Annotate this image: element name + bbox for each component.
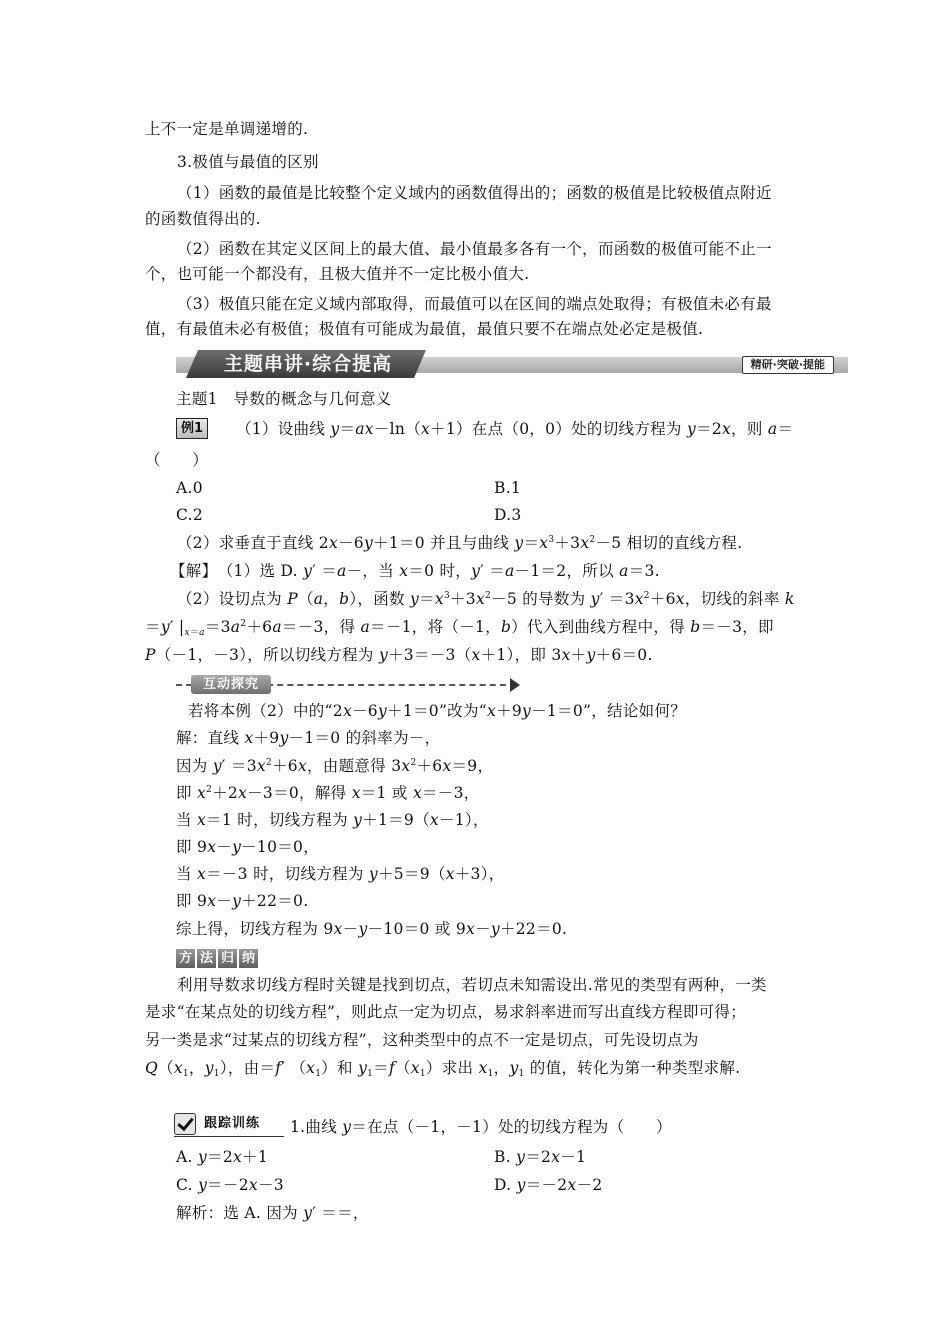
choice-b: B.1 — [494, 479, 522, 497]
example-label: 例1 — [176, 418, 208, 439]
solution-line-3: ＝y′ $|_{x=a}=3a^2+6a=-3$，得 a＝－1，将（－1，b）代入到曲线方程中，得 b＝－3，即 — [145, 618, 774, 638]
variant-solution-7: 即 9x－y＋22＝0. — [176, 892, 309, 910]
interactive-label: 互动探究 — [191, 675, 271, 694]
choice-c: C.2 — [176, 506, 203, 524]
practice-choice-b: B. y＝2x－1 — [494, 1148, 587, 1166]
method-text-2: 是求“在某点处的切线方程”，则此点一定为切点，易求斜率进而写出直线方程即可得； — [145, 1003, 747, 1021]
banner-title: 主题串讲·综合提高 — [223, 353, 393, 375]
text-line: 上不一定是单调递增的. — [145, 120, 309, 138]
solution-line-4: P（－1，－3），所以切线方程为 y＋3＝－3（x＋1），即 3x＋y＋6＝0. — [145, 646, 653, 664]
arrow-right-icon — [510, 678, 520, 692]
solution-line-2: （2）设切点为 P（a，b），函数 $y=x^3+3x^2-5$ 的导数为 $y' =3x^2+6x$，切线的斜率 k — [177, 590, 795, 608]
method-text-3: 另一类是求“过某点的切线方程”，这种类型中的点不一定是切点，可先设切点为 — [145, 1031, 699, 1049]
choice-a: A.0 — [176, 479, 203, 497]
practice-analysis: 解析：选 A. 因为 y′ ＝＝， — [176, 1204, 369, 1222]
example-question-1: （1）设曲线 y＝ax－ln（x＋1）在点（0，0）处的切线方程为 y＝2x，则 a＝ — [236, 420, 794, 438]
practice-underline — [174, 1136, 284, 1137]
method-char: 归 — [218, 949, 237, 968]
variant-solution-2: 因为 $y' =3x^2+6x$，由题意得 $3x^2+6x=9$， — [176, 757, 494, 775]
example-question-2: （2）求垂直于直线 2x－6y＋1＝0 并且与曲线 $y=x^3+3x^2-5$ 相切的直线方程. — [177, 534, 743, 552]
choice-d: D.3 — [494, 506, 522, 524]
topic-heading: 主题1 导数的概念与几何意义 — [176, 390, 392, 408]
method-char: 方 — [176, 949, 195, 968]
banner-tag: 精研·突破·提能 — [742, 356, 834, 374]
checkmark-icon — [174, 1113, 196, 1135]
variant-question: 若将本例（2）中的“2x－6y＋1＝0”改为“x＋9y－1＝0”，结论如何？ — [188, 702, 687, 720]
variant-solution-1: 解：直线 x＋9y－1＝0 的斜率为－， — [176, 729, 441, 747]
method-char: 法 — [197, 949, 216, 968]
variant-solution-8: 综上得，切线方程为 9x－y－10＝0 或 9x－y＋22＝0. — [176, 920, 568, 938]
method-text-4: $Q(x_1$，$y_1$），由＝f′ $(x_1)$和 $y_1=f(x_1)$求出 $x_1$，$y_1$ 的值，转化为第一种类型求解. — [145, 1059, 741, 1079]
variant-solution-3: 即 $x^2+2x-3=0$，解得 x＝1 或 x＝－3， — [176, 784, 480, 802]
section-banner — [176, 350, 848, 378]
practice-choice-d: D. y＝－2x－2 — [494, 1176, 603, 1194]
interactive-banner — [176, 675, 520, 695]
practice-question: 1.曲线 y＝在点（－1，－1）处的切线方程为（ ） — [290, 1118, 672, 1136]
text-line: （1）函数的最值是比较整个定义域内的函数值得出的；函数的极值是比较极值点附近 — [177, 184, 772, 202]
text-line: 值，有最值未必有极值；极值有可能成为最值，最值只要不在端点处必定是极值. — [145, 320, 704, 338]
answer-blank: （ ） — [145, 451, 209, 469]
method-char: 纳 — [239, 949, 258, 968]
practice-label — [174, 1113, 274, 1135]
variant-solution-5: 即 9x－y－10＝0， — [176, 838, 320, 856]
method-text-1: 利用导数求切线方程时关键是找到切点，若切点未知需设出.常见的类型有两种，一类 — [177, 976, 767, 994]
solution-line-1: 【解】 （1）选 D. y′ ＝a－，当 x＝0 时，y′ ＝a－1＝2，所以 a＝3. — [170, 562, 660, 580]
text-line: 个，也可能一个都没有，且极大值并不一定比极小值大. — [145, 265, 530, 283]
text-line: （2）函数在其定义区间上的最大值、最小值最多各有一个，而函数的极值可能不止一 — [177, 240, 772, 258]
practice-choice-a: A. y＝2x＋1 — [176, 1148, 268, 1166]
text-line: （3）极值只能在定义域内部取得，而最值可以在区间的端点处取得；有极值未必有最 — [177, 295, 772, 313]
section-heading: 3.极值与最值的区别 — [177, 153, 319, 171]
practice-choice-c: C. y＝－2x－3 — [176, 1176, 284, 1194]
variant-solution-6: 当 x＝－3 时，切线方程为 y＋5＝9（x＋3）， — [176, 865, 505, 883]
variant-solution-4: 当 x＝1 时，切线方程为 y＋1＝9（x－1）， — [176, 811, 489, 829]
method-summary-label — [176, 947, 260, 967]
practice-label-text: 跟踪训练 — [204, 1116, 261, 1131]
text-line: 的函数值得出的. — [145, 210, 261, 228]
